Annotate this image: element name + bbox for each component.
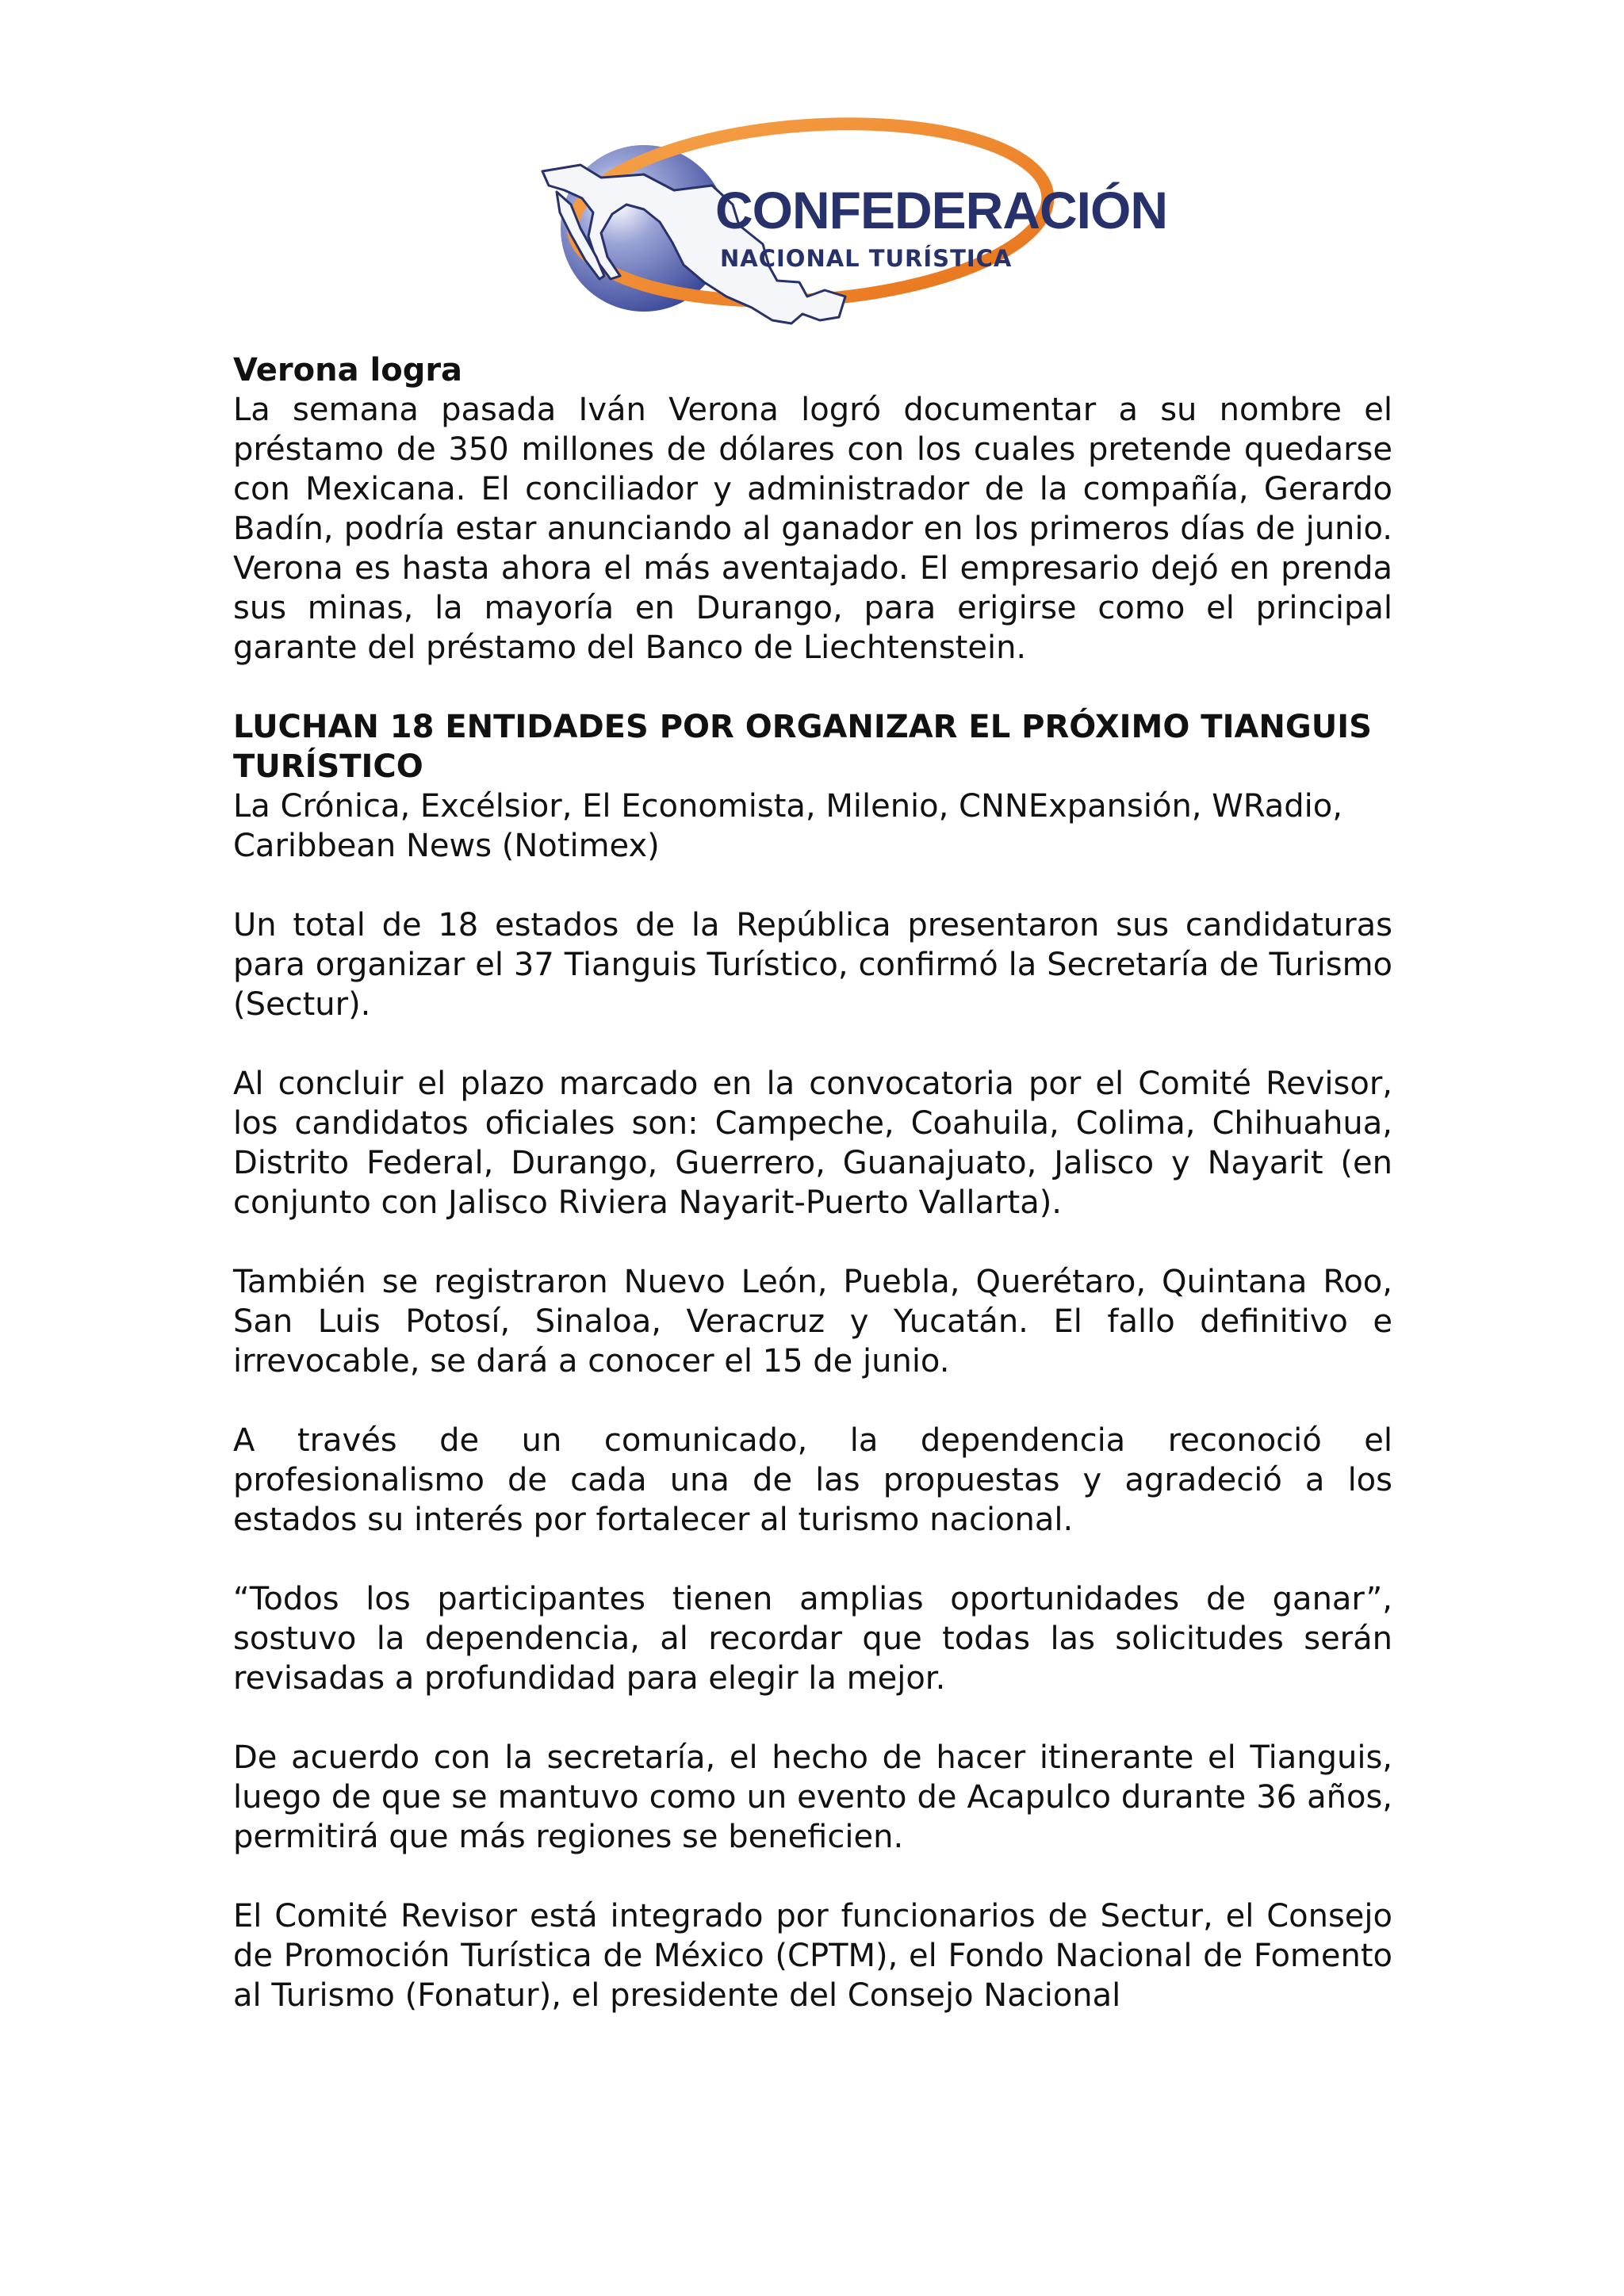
- logo-subtitle: NACIONAL TURÍSTICA: [720, 245, 1013, 272]
- article2-paragraph-2: Al concluir el plazo marcado en la convocatoria por el Comité Revisor, los candidatos oficiales son: Campeche, Coahuila, Colima, Chihuahua, Distrito Federal, Durango, Guerrero, Guanajuato, Jalisco y Nayarit (en conjunto con Jalisco Riviera Nayarit-Puerto Vallarta).: [233, 1066, 1392, 1221]
- article2-paragraph-3: También se registraron Nuevo León, Puebla, Querétaro, Quintana Roo, San Luis Potosí, Sinaloa, Veracruz y Yucatán. El fallo definitivo e irrevocable, se dará a conocer el 15 de junio.: [233, 1264, 1392, 1380]
- article2-paragraph-6: De acuerdo con la secretaría, el hecho de hacer itinerante el Tianguis, luego de que se mantuvo como un evento de Acapulco durante 36 años, permitirá que más regiones se beneficien.: [233, 1739, 1392, 1855]
- article1-heading: Verona logra: [233, 352, 463, 388]
- article2-paragraph-5: “Todos los participantes tienen amplias oportunidades de ganar”, sostuvo la dependencia, al recordar que todas las solicitudes serán revisadas a profundidad para elegir la mejor.: [233, 1581, 1392, 1697]
- article2-paragraph-4: A través de un comunicado, la dependencia reconoció el profesionalismo de cada una de las propuestas y agradeció a los estados su interés por fortalecer al turismo nacional.: [233, 1422, 1392, 1538]
- article2-paragraph-7: El Comité Revisor está integrado por funcionarios de Sectur, el Consejo de Promoción Turística de México (CPTM), el Fondo Nacional de Fomento al Turismo (Fonatur), el presidente del Consejo Nacional: [233, 1898, 1392, 2014]
- confederacion-logo: [525, 109, 1168, 347]
- article1-body: La semana pasada Iván Verona logró documentar a su nombre el préstamo de 350 millones de dólares con los cuales pretende quedarse con Mexicana. El conciliador y administrador de la compañía, Gerardo Badín, podría estar anunciando al ganador en los primeros días de junio. Verona es hasta ahora el más aventajado. El empresario dejó en prenda sus minas, la mayoría en Durango, para erigirse como el principal garante del préstamo del Banco de Liechtenstein.: [233, 392, 1392, 666]
- article-content: [233, 350, 1392, 2015]
- logo-graphic: [525, 109, 1168, 347]
- article2-paragraph-1: Un total de 18 estados de la República presentaron sus candidaturas para organizar el 37 Tianguis Turístico, confirmó la Secretaría de Turismo (Sectur).: [233, 907, 1392, 1023]
- article2-sources: La Crónica, Excélsior, El Economista, Milenio, CNNExpansión, WRadio, Caribbean News (Notimex): [233, 788, 1342, 864]
- logo-title: CONFEDERACIÓN: [715, 181, 1168, 239]
- article2-heading: LUCHAN 18 ENTIDADES POR ORGANIZAR EL PRÓXIMO TIANGUIS TURÍSTICO: [233, 709, 1372, 785]
